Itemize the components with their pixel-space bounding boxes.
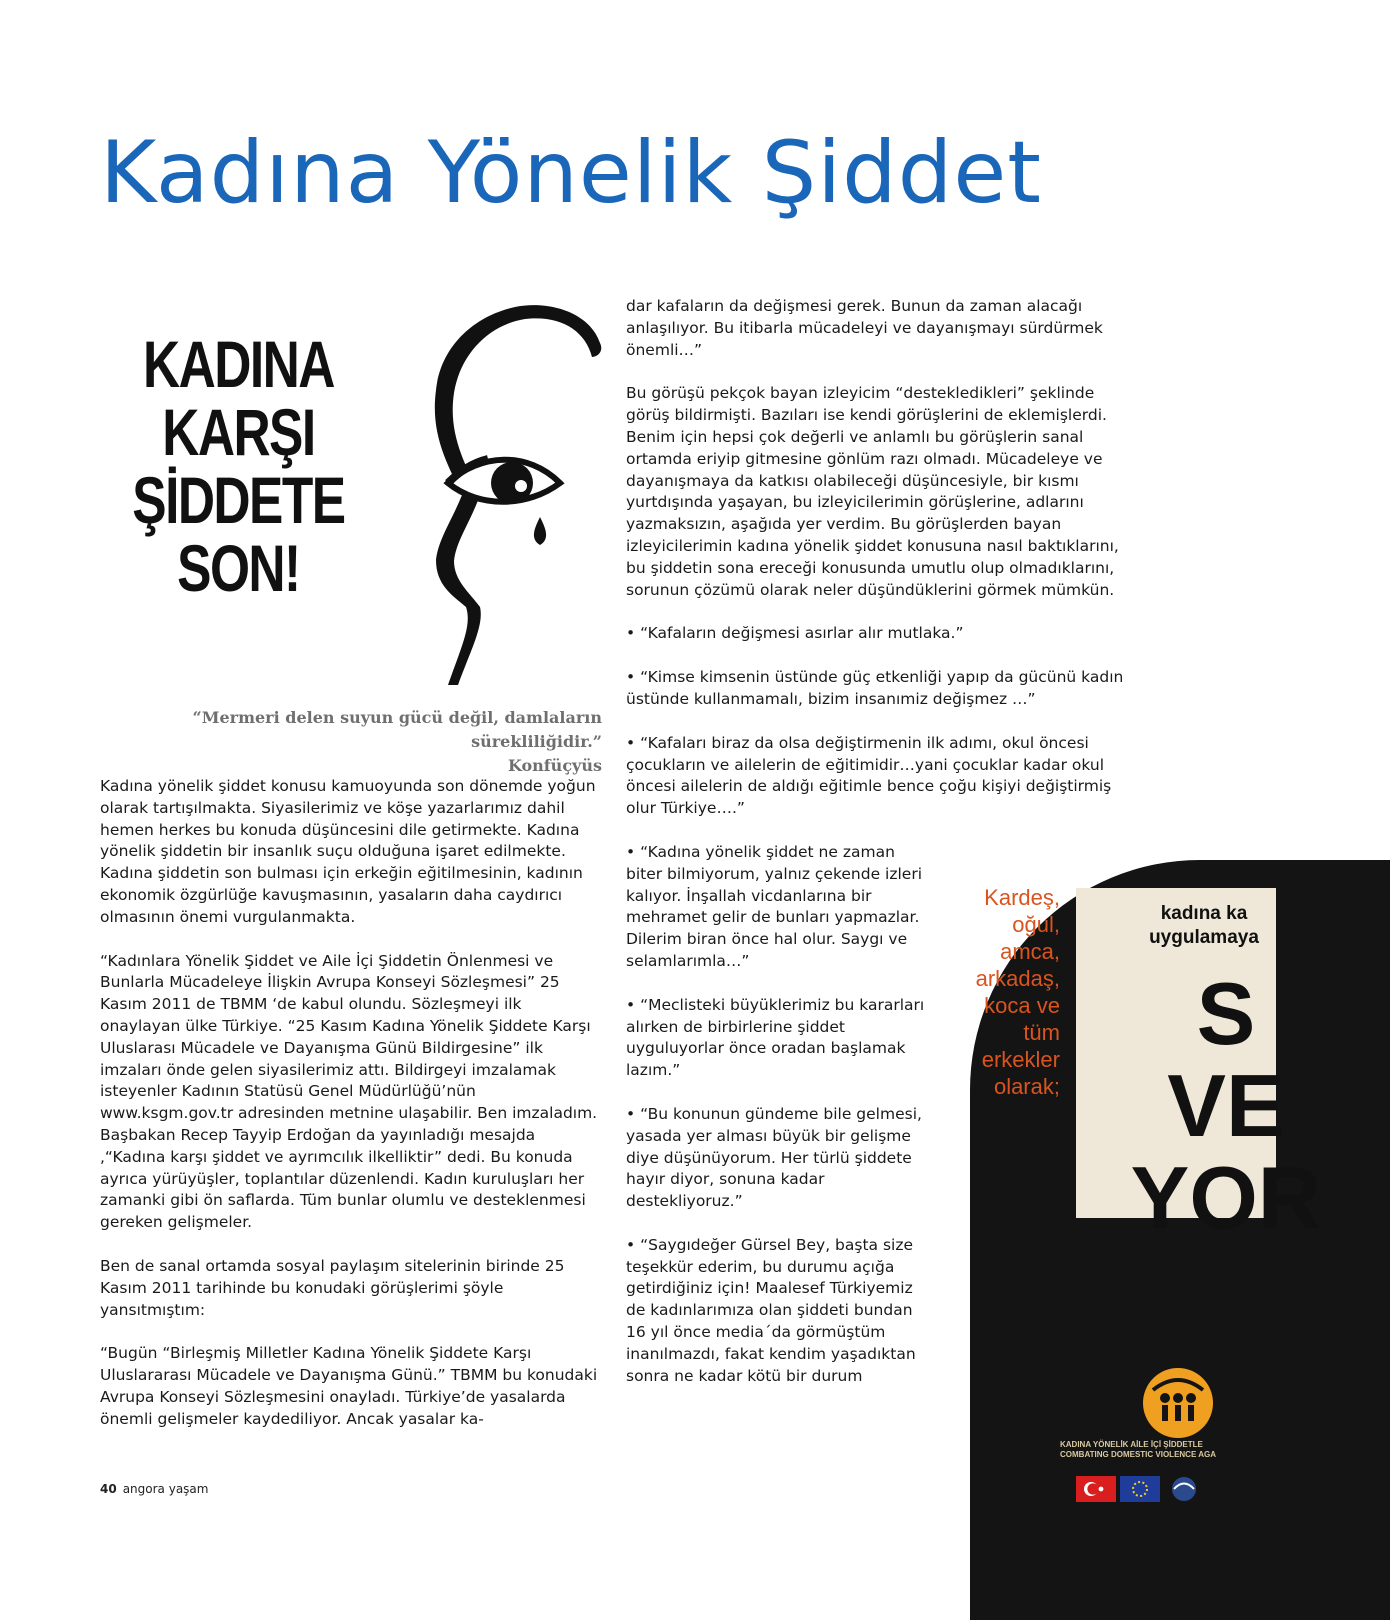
sign-line: uygulamaya <box>1149 927 1259 948</box>
quote-text: “Mermeri delen suyun gücü değil, damlaların sürekliliğidir.” <box>192 708 602 751</box>
quote <box>100 706 602 778</box>
sign-line: VE <box>1167 1056 1285 1155</box>
sign-big-text <box>1096 964 1356 1247</box>
paragraph: Bu görüşü pekçok bayan izleyicim “destekledikleri” şeklinde görüş bildirmişti. Bazıları ise kendi görüşlerini de eklemişlerdi. Benim için hepsi çok değerli ve anlamlı bu görüşlerin sanal ortamda eriyip gitmesine gönlüm razı olmadı. Mücadeleye ve dayanışmaya da katkısı olabileceği düşüncesiyle, bir kısmı yurtdışında yaşayan, bu izleyicilerimin görüşlerine, adlarını yazmaksızın, aşağıda yer verdim. Bu görüşlerden bayan izleyicilerimin kadına yönelik şiddet konusuna nasıl baktıklarını, bu şiddetin sona ereceği konusunda umutlu olup olmadıklarını, sorunun çözümü olarak neler düşündüklerini görmek mümkün. <box>626 384 1119 599</box>
slogan-line: tüm <box>1023 1020 1060 1045</box>
left-column <box>100 776 600 1453</box>
protest-sign <box>1076 888 1322 1247</box>
slogan-line: erkekler <box>981 1047 1060 1072</box>
woman-face-illustration <box>400 295 610 685</box>
orange-slogan <box>966 884 1060 1100</box>
poster-line: SON! <box>177 531 300 605</box>
campaign-logo-icon <box>1143 1368 1213 1438</box>
council-emblem-icon <box>1164 1476 1204 1502</box>
logo-caption <box>1060 1440 1220 1460</box>
poster-slogan <box>98 327 345 605</box>
poster-line: KARŞI <box>162 395 315 469</box>
bullet-item: • “Kadına yönelik şiddet ne zaman biter bilmiyorum, yalnız çekende izleri kalıyor. İnşallah vicdanlarına bir mehramet gelir de bunları yapmazlar. Dilerim biran önce hal olur. Saygı ve selamlarımla…” <box>626 842 926 973</box>
slogan-line: Kardeş, <box>984 885 1060 910</box>
page-number: 40 <box>100 1482 117 1496</box>
narrow-bullets <box>626 842 926 1388</box>
bullet-item: • “Kimse kimsenin üstünde güç etkenliği yapıp da gücünü kadın üstünde kullanmamalı, bizim insanımiz değişmez …” <box>626 667 1126 711</box>
slogan-line: oğul, <box>1012 912 1060 937</box>
quote-author: Konfüçyüs <box>507 756 602 775</box>
bullet-item: • “Bu konunun gündeme bile gelmesi, yasada yer alması büyük bir gelişme diye düşünüyorum. Her türlü şiddete hayır diyor, sonuna kadar destekliyoruz.” <box>626 1104 926 1213</box>
magazine-name: angora yaşam <box>122 1482 209 1496</box>
sign-line: YOR <box>1130 1148 1322 1247</box>
paragraph: Ben de sanal ortamda sosyal paylaşım sitelerinin birinde 25 Kasım 2011 tarihinde bu konudaki görüşlerimi şöyle yansıtmıştım: <box>100 1256 565 1319</box>
paragraph: “Kadınlara Yönelik Şiddet ve Aile İçi Şiddetin Önlenmesi ve Bunlarla Mücadeleye İlişkin Avrupa Konseyi Sözleşmesi” 25 Kasım 2011 de TBMM ‘de kabul olundu. Sözleşmeyi ilk onaylayan ülke Türkiye. “25 Kasım Kadına Yönelik Şiddete Karşı Uluslarası Mücadele ve Dayanışma Günü Bildirgesine” ilk imzaları önde gelen siyasilerimiz attı. Bildirgeyi imzalamak isteyenler Kadının Statüsü Genel Müdürlüğü’nün www.ksgm.gov.tr adresinden metnine ulaşabilir. Ben imzaladım. Başbakan Recep Tayyip Erdoğan da yayınladığı mesajda ,“Kadına karşı şiddet ve ayrımcılık ilkelliktir” dedi. Bu konuda ayrıca yürüyüşler, toplantılar düzenlendi. Kadın kuruluşları her zamanki gibi ön saflarda. Tüm bunlar olumlu ve desteklenmesi gereken gelişmeler. <box>100 951 598 1232</box>
sign-line: kadına ka <box>1160 903 1248 924</box>
logo-line: KADINA YÖNELİK AİLE İÇİ ŞİDDETLE <box>1060 1440 1203 1449</box>
page-title: Kadına Yönelik Şiddet <box>100 123 1042 223</box>
logo-line: COMBATING DOMESTIC VIOLENCE AGA <box>1060 1450 1216 1459</box>
poster-line: KADINA <box>142 327 334 401</box>
bullet-item: • “Kafaları biraz da olsa değiştirmenin ilk adımı, okul öncesi çocukların ve ailelerin de eğitimidir…yani çocuklar kadar okul öncesi ailelerin de aldığı eğitimle bence çoğu kişiyi değiştirmiş olur Türkiye….” <box>626 733 1126 820</box>
slogan-line: olarak; <box>993 1074 1060 1099</box>
sign-small-text <box>1094 902 1314 950</box>
sign-line: S <box>1196 964 1256 1063</box>
slogan-line: koca ve <box>984 993 1060 1018</box>
paragraph: Kadına yönelik şiddet konusu kamuoyunda son dönemde yoğun olarak tartışılmakta. Siyasilerimiz ve köşe yazarlarımız dahil hemen herkes bu konuda düşüncesini dile getirmekte. Kadına yönelik şiddetin bir insanlık suçu olduğuna işaret edilmekte. Kadına şiddetin son bulması için erkeğin eğitilmesinin, kadının ekonomik özgürlüğe kavuşmasının, yasaların daha caydırıcı olmasının önemi vurgulanmakta. <box>100 777 596 926</box>
poster-line: ŞİDDETE <box>132 463 345 537</box>
slogan-line: amca, <box>1000 939 1060 964</box>
bullet-item: • “Saygıdeğer Gürsel Bey, başta size teşekkür ederim, bu durumu açığa getirdiğiniz için! Maalesef Türkiyemiz de kadınlarımıza olan şiddeti bundan 16 yıl önce media´da görmüştüm inanılmazdı, fakat kendim yaşadıktan sonra ne kadar kötü bir durum <box>626 1235 926 1388</box>
slogan-line: arkadaş, <box>975 966 1060 991</box>
eu-flag-icon <box>1120 1476 1160 1502</box>
paragraph: “Bugün “Birleşmiş Milletler Kadına Yönelik Şiddete Karşı Uluslararası Mücadele ve Dayanışma Günü.” TBMM bu konudaki Avrupa Konseyi Sözleşmesini onayladı. Türkiye’de yasalarda önemli gelişmeler kaydediliyor. Ancak yasalar ka- <box>100 1344 598 1428</box>
paragraph: dar kafaların da değişmesi gerek. Bunun da zaman alacağı anlaşılıyor. Bu itibarla mücadeleyi ve dayanışmayı sürdürmek önemli…” <box>626 297 1103 359</box>
bullet-item: • “Meclisteki büyüklerimiz bu kararları alırken de birbirlerine şiddet uyguluyorlar önce oradan başlamak lazım.” <box>626 995 926 1082</box>
turkey-flag-icon <box>1076 1476 1116 1502</box>
bullet-item: • “Kafaların değişmesi asırlar alır mutlaka.” <box>626 623 1126 645</box>
page-footer <box>100 1482 208 1496</box>
